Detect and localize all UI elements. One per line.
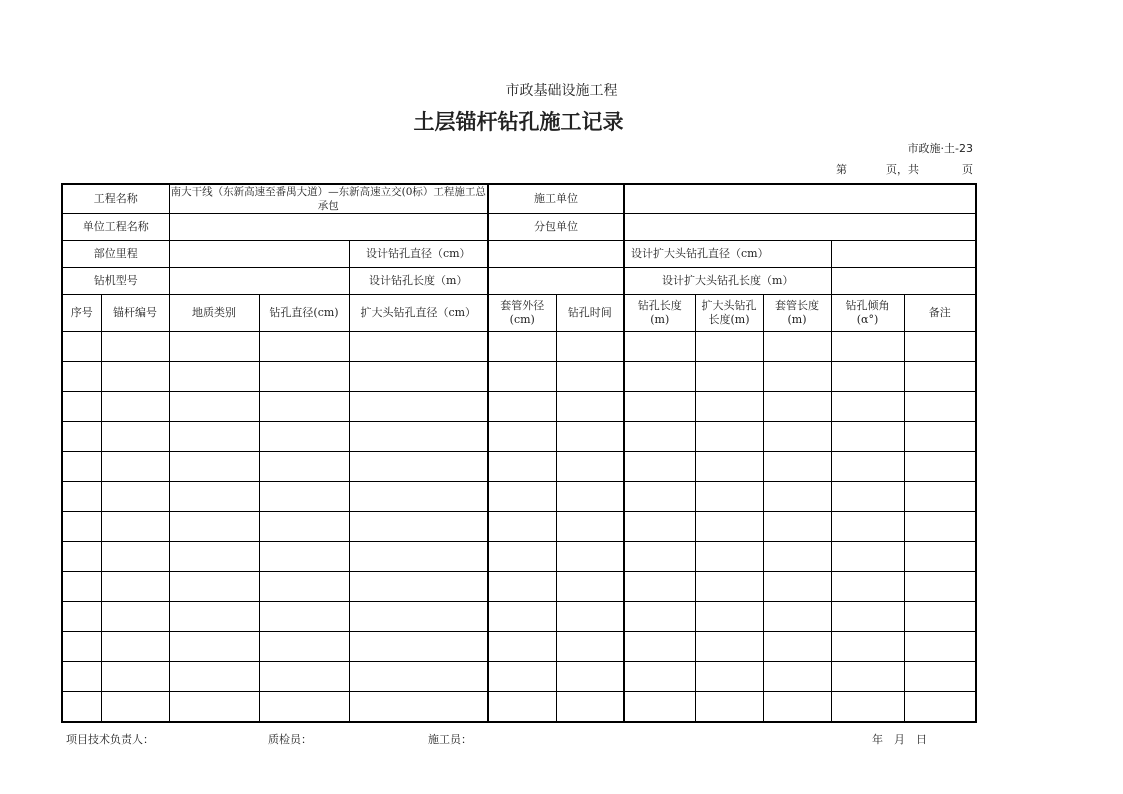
- table-row: [62, 602, 976, 632]
- design-exp-dia-label: 设计扩大头钻孔直径（cm）: [624, 241, 831, 268]
- table-cell[interactable]: [695, 512, 763, 542]
- table-cell[interactable]: [169, 692, 259, 723]
- table-cell[interactable]: [556, 692, 624, 723]
- table-cell[interactable]: [904, 572, 976, 602]
- table-cell[interactable]: [488, 602, 556, 632]
- table-cell[interactable]: [259, 512, 349, 542]
- table-cell[interactable]: [62, 362, 101, 392]
- table-cell[interactable]: [169, 632, 259, 662]
- table-cell[interactable]: [101, 692, 169, 723]
- column-header: 序号: [62, 295, 101, 332]
- table-cell[interactable]: [259, 632, 349, 662]
- table-cell[interactable]: [169, 662, 259, 692]
- table-cell[interactable]: [695, 662, 763, 692]
- table-cell[interactable]: [831, 542, 904, 572]
- table-cell[interactable]: [488, 332, 556, 362]
- table-row: [62, 572, 976, 602]
- table-cell[interactable]: [904, 602, 976, 632]
- table-cell[interactable]: [62, 602, 101, 632]
- table-cell[interactable]: [62, 392, 101, 422]
- table-cell[interactable]: [259, 422, 349, 452]
- table-row: [62, 632, 976, 662]
- table-cell[interactable]: [101, 332, 169, 362]
- table-cell[interactable]: [831, 662, 904, 692]
- table-cell[interactable]: [624, 332, 695, 362]
- table-cell[interactable]: [556, 482, 624, 512]
- record-table: [61, 183, 977, 723]
- table-cell[interactable]: [62, 692, 101, 723]
- info-row-rig: [62, 268, 976, 295]
- form-code: 市政施·土-23: [907, 142, 973, 155]
- table-cell[interactable]: [62, 332, 101, 362]
- design-dia-value[interactable]: [488, 241, 624, 268]
- table-row: [62, 362, 976, 392]
- table-cell[interactable]: [62, 512, 101, 542]
- column-header: 地质类别: [169, 295, 259, 332]
- table-cell[interactable]: [904, 662, 976, 692]
- table-cell[interactable]: [101, 362, 169, 392]
- info-row-location: [62, 241, 976, 268]
- column-header: 钻孔时间: [556, 295, 624, 332]
- table-cell[interactable]: [169, 512, 259, 542]
- table-cell[interactable]: [695, 572, 763, 602]
- table-cell[interactable]: [349, 572, 488, 602]
- table-cell[interactable]: [904, 392, 976, 422]
- table-cell[interactable]: [904, 632, 976, 662]
- location-label: 部位里程: [62, 241, 169, 268]
- table-cell[interactable]: [349, 332, 488, 362]
- table-row: [62, 422, 976, 452]
- table-row: [62, 392, 976, 422]
- table-cell[interactable]: [349, 482, 488, 512]
- table-cell[interactable]: [556, 332, 624, 362]
- table-cell[interactable]: [259, 692, 349, 723]
- table-cell[interactable]: [904, 452, 976, 482]
- table-cell[interactable]: [62, 482, 101, 512]
- column-header: 钻孔倾角 (α°): [831, 295, 904, 332]
- table-cell[interactable]: [831, 392, 904, 422]
- table-row: [62, 662, 976, 692]
- table-cell[interactable]: [556, 572, 624, 602]
- table-cell[interactable]: [904, 512, 976, 542]
- table-cell[interactable]: [624, 452, 695, 482]
- table-row: [62, 542, 976, 572]
- table-cell[interactable]: [62, 542, 101, 572]
- table-cell[interactable]: [904, 542, 976, 572]
- table-cell[interactable]: [695, 482, 763, 512]
- table-cell[interactable]: [62, 422, 101, 452]
- table-cell[interactable]: [624, 632, 695, 662]
- table-cell[interactable]: [488, 542, 556, 572]
- unit-project-label: 单位工程名称: [62, 214, 169, 241]
- table-cell[interactable]: [488, 692, 556, 723]
- table-cell[interactable]: [488, 512, 556, 542]
- table-cell[interactable]: [624, 422, 695, 452]
- table-cell[interactable]: [624, 692, 695, 723]
- table-cell[interactable]: [763, 362, 831, 392]
- table-cell[interactable]: [169, 542, 259, 572]
- table-cell[interactable]: [488, 392, 556, 422]
- table-cell[interactable]: [169, 572, 259, 602]
- column-header: 钻孔长度 (m): [624, 295, 695, 332]
- table-cell[interactable]: [624, 662, 695, 692]
- table-cell[interactable]: [763, 392, 831, 422]
- subcontract-value[interactable]: [624, 214, 976, 241]
- table-cell[interactable]: [831, 512, 904, 542]
- table-cell[interactable]: [624, 542, 695, 572]
- table-cell[interactable]: [831, 362, 904, 392]
- column-header: 锚杆编号: [101, 295, 169, 332]
- table-cell[interactable]: [904, 692, 976, 723]
- table-cell[interactable]: [904, 482, 976, 512]
- footer-worker: 施工员：: [428, 733, 472, 746]
- table-cell[interactable]: [624, 602, 695, 632]
- table-cell[interactable]: [488, 572, 556, 602]
- table-cell[interactable]: [101, 602, 169, 632]
- info-row-unit: [62, 214, 976, 241]
- table-cell[interactable]: [259, 482, 349, 512]
- project-name-value[interactable]: 南大干线（东新高速至番禺大道）—东新高速立交(0标）工程施工总承包: [169, 184, 488, 214]
- rig-model-value[interactable]: [169, 268, 349, 295]
- table-cell[interactable]: [763, 632, 831, 662]
- table-cell[interactable]: [763, 542, 831, 572]
- table-cell[interactable]: [763, 602, 831, 632]
- table-cell[interactable]: [349, 692, 488, 723]
- location-value[interactable]: [169, 241, 349, 268]
- table-cell[interactable]: [488, 632, 556, 662]
- column-header: 套管长度 (m): [763, 295, 831, 332]
- design-dia-label: 设计钻孔直径（cm）: [349, 241, 488, 268]
- table-cell[interactable]: [763, 692, 831, 723]
- table-cell[interactable]: [101, 452, 169, 482]
- table-cell[interactable]: [695, 392, 763, 422]
- design-exp-len-label: 设计扩大头钻孔长度（m）: [624, 268, 831, 295]
- table-cell[interactable]: [62, 662, 101, 692]
- design-exp-dia-value[interactable]: [831, 241, 976, 268]
- project-name-label: 工程名称: [62, 184, 169, 214]
- table-cell[interactable]: [259, 332, 349, 362]
- table-cell[interactable]: [101, 662, 169, 692]
- table-cell[interactable]: [556, 452, 624, 482]
- table-cell[interactable]: [624, 482, 695, 512]
- table-cell[interactable]: [763, 662, 831, 692]
- table-cell[interactable]: [259, 392, 349, 422]
- table-cell[interactable]: [695, 602, 763, 632]
- table-cell[interactable]: [488, 422, 556, 452]
- table-cell[interactable]: [556, 632, 624, 662]
- column-header: 备注: [904, 295, 976, 332]
- column-header: 扩大头钻孔直径（cm）: [349, 295, 488, 332]
- table-cell[interactable]: [349, 632, 488, 662]
- column-header: 套管外径 (cm): [488, 295, 556, 332]
- table-cell[interactable]: [556, 362, 624, 392]
- design-len-value[interactable]: [488, 268, 624, 295]
- table-cell[interactable]: [259, 602, 349, 632]
- table-cell[interactable]: [904, 362, 976, 392]
- table-body: [62, 332, 976, 723]
- footer-tech-lead: 项目技术负责人：: [66, 733, 154, 746]
- table-cell[interactable]: [259, 572, 349, 602]
- table-cell[interactable]: [695, 362, 763, 392]
- table-cell[interactable]: [349, 662, 488, 692]
- table-cell[interactable]: [169, 362, 259, 392]
- table-cell[interactable]: [349, 542, 488, 572]
- page-di: 第: [836, 163, 847, 176]
- table-cell[interactable]: [101, 542, 169, 572]
- table-cell[interactable]: [62, 572, 101, 602]
- table-cell[interactable]: [488, 362, 556, 392]
- table-cell[interactable]: [831, 632, 904, 662]
- table-cell[interactable]: [259, 362, 349, 392]
- design-len-label: 设计钻孔长度（m）: [349, 268, 488, 295]
- rig-model-label: 钻机型号: [62, 268, 169, 295]
- table-cell[interactable]: [763, 452, 831, 482]
- design-exp-len-value[interactable]: [831, 268, 976, 295]
- table-cell[interactable]: [695, 422, 763, 452]
- table-cell[interactable]: [488, 662, 556, 692]
- column-header: 钻孔直径(cm): [259, 295, 349, 332]
- table-cell[interactable]: [349, 512, 488, 542]
- construction-unit-label: 施工单位: [488, 184, 624, 214]
- table-cell[interactable]: [624, 572, 695, 602]
- table-cell[interactable]: [259, 662, 349, 692]
- table-cell[interactable]: [101, 482, 169, 512]
- table-row: [62, 332, 976, 362]
- table-row: [62, 692, 976, 723]
- table-cell[interactable]: [904, 422, 976, 452]
- doc-subtitle: 市政基础设施工程: [505, 83, 618, 99]
- table-cell[interactable]: [101, 632, 169, 662]
- table-cell[interactable]: [695, 332, 763, 362]
- table-row: [62, 482, 976, 512]
- table-cell[interactable]: [349, 362, 488, 392]
- table-cell[interactable]: [556, 602, 624, 632]
- page-ye: 页，共: [886, 163, 919, 176]
- table-cell[interactable]: [763, 332, 831, 362]
- table-cell[interactable]: [169, 392, 259, 422]
- table-cell[interactable]: [349, 602, 488, 632]
- table-cell[interactable]: [62, 632, 101, 662]
- construction-unit-value[interactable]: [624, 184, 976, 214]
- table-cell[interactable]: [831, 572, 904, 602]
- table-cell[interactable]: [556, 512, 624, 542]
- table-cell[interactable]: [695, 542, 763, 572]
- table-cell[interactable]: [169, 452, 259, 482]
- table-cell[interactable]: [695, 632, 763, 662]
- table-cell[interactable]: [62, 452, 101, 482]
- table-cell[interactable]: [763, 422, 831, 452]
- column-header-row: [62, 295, 976, 332]
- table-cell[interactable]: [831, 452, 904, 482]
- table-cell[interactable]: [831, 422, 904, 452]
- table-cell[interactable]: [101, 392, 169, 422]
- table-cell[interactable]: [556, 392, 624, 422]
- table-cell[interactable]: [624, 392, 695, 422]
- table-cell[interactable]: [349, 392, 488, 422]
- table-cell[interactable]: [169, 602, 259, 632]
- info-row-project: [62, 184, 976, 214]
- table-cell[interactable]: [763, 482, 831, 512]
- table-cell[interactable]: [488, 482, 556, 512]
- table-cell[interactable]: [831, 332, 904, 362]
- table-cell[interactable]: [763, 572, 831, 602]
- page-end: 页: [962, 163, 973, 176]
- table-cell[interactable]: [259, 542, 349, 572]
- footer-date: 年 月 日: [872, 733, 927, 746]
- table-cell[interactable]: [101, 512, 169, 542]
- table-cell[interactable]: [259, 452, 349, 482]
- table-cell[interactable]: [488, 452, 556, 482]
- table-cell[interactable]: [624, 512, 695, 542]
- table-cell[interactable]: [695, 692, 763, 723]
- table-cell[interactable]: [831, 692, 904, 723]
- table-cell[interactable]: [349, 422, 488, 452]
- table-row: [62, 512, 976, 542]
- subcontract-label: 分包单位: [488, 214, 624, 241]
- table-row: [62, 452, 976, 482]
- table-cell[interactable]: [624, 362, 695, 392]
- table-cell[interactable]: [556, 542, 624, 572]
- table-cell[interactable]: [556, 422, 624, 452]
- table-cell[interactable]: [349, 452, 488, 482]
- table-cell[interactable]: [169, 332, 259, 362]
- table-cell[interactable]: [831, 482, 904, 512]
- table-cell[interactable]: [763, 512, 831, 542]
- table-cell[interactable]: [695, 452, 763, 482]
- table-cell[interactable]: [101, 572, 169, 602]
- doc-title: 土层锚杆钻孔施工记录: [413, 110, 624, 134]
- table-cell[interactable]: [556, 662, 624, 692]
- footer-inspector: 质检员：: [268, 733, 312, 746]
- table-cell[interactable]: [169, 482, 259, 512]
- column-header: 扩大头钻孔 长度(m): [695, 295, 763, 332]
- table-cell[interactable]: [831, 602, 904, 632]
- table-cell[interactable]: [101, 422, 169, 452]
- table-cell[interactable]: [169, 422, 259, 452]
- table-cell[interactable]: [904, 332, 976, 362]
- unit-project-value[interactable]: [169, 214, 488, 241]
